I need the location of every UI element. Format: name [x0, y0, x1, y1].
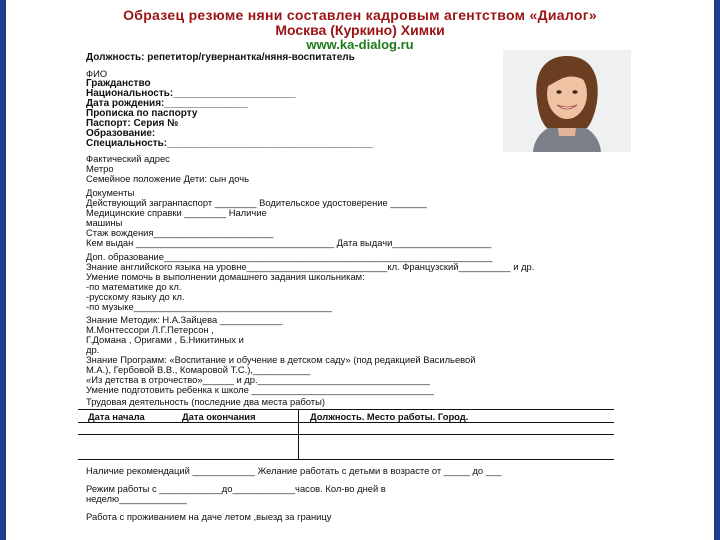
resume-page — [6, 0, 714, 540]
form-line-specialty: Специальность:_____________________________________ — [86, 138, 373, 149]
form-line-documents: Документы — [86, 187, 135, 198]
form-line-programs: Знание Программ: «Воспитание и обучение в детском саду» (под редакцией Васильевой — [86, 354, 476, 365]
header-title: Образец резюме няни составлен кадровым агентством «Диалог» — [123, 7, 597, 23]
table-divider — [298, 410, 299, 460]
form-line-actual-address: Фактический адрес — [86, 153, 170, 164]
form-line-languages: Знание английского языка на уровне___________________________кл. Французский__________ и др. — [86, 261, 535, 272]
form-line-car: машины — [86, 217, 123, 228]
form-line-methods-3: Г.Домана , Оригами , Б.Никитиных и — [86, 334, 244, 345]
form-line-math: -по математике до кл. — [86, 281, 182, 292]
form-line-birthdate: Дата рождения:_______________ — [86, 98, 248, 109]
candidate-photo — [503, 50, 631, 152]
table-header-position-place: Должность. Место работы. Город. — [310, 411, 469, 422]
form-line-education: Образование: — [86, 128, 156, 139]
form-line-methods-2: М.Монтессори Л.Г.Петерсон , — [86, 324, 214, 335]
form-line-recommendations: Наличие рекомендаций ____________ Желание работать с детьми в возрасте от _____ до ___ — [86, 465, 502, 476]
form-line-medical: Медицинские справки ________ Наличие — [86, 207, 267, 218]
table-header-end-date: Дата окончания — [182, 411, 256, 422]
form-line-russian: -русскому языку до кл. — [86, 291, 185, 302]
form-line-schedule: Режим работы с ____________до____________часов. Кол-во дней в — [86, 483, 386, 494]
header-website-link[interactable]: www.ka-dialog.ru — [306, 37, 414, 52]
form-line-passport: Паспорт: Серия № — [86, 118, 179, 129]
table-header-start-date: Дата начала — [88, 411, 145, 422]
header-location: Москва (Куркино) Химки — [275, 22, 445, 38]
form-line-music: -по музыке______________________________________ — [86, 301, 332, 312]
form-line-passport-license: Действующий загранпаспорт ________ Водительское удостоверение _______ — [86, 197, 427, 208]
form-line-marital-status: Семейное положение Дети: сын дочь — [86, 173, 250, 184]
form-line-work-history: Трудовая деятельность (последние два места работы) — [86, 396, 325, 407]
form-line-live-in: Работа с проживанием на даче летом ,выезд за границу — [86, 511, 332, 522]
form-line-issued-by: Кем выдан ______________________________________ Дата выдачи___________________ — [86, 237, 492, 248]
form-line-additional-education: Доп. образование_______________________________________________________________ — [86, 251, 493, 262]
form-line-programs-3: «Из детства в отрочество»______ и др._________________________________ — [86, 374, 430, 385]
form-line-registration: Прописка по паспорту — [86, 108, 198, 119]
work-history-table — [78, 409, 614, 460]
form-line-methods-4: др. — [86, 344, 100, 355]
form-line-driving-experience: Стаж вождения_______________________ — [86, 227, 274, 238]
woman-portrait-icon — [503, 50, 631, 152]
form-line-position: Должность: репетитор/гувернантка/няня-воспитатель — [86, 52, 355, 63]
form-line-metro: Метро — [86, 163, 114, 174]
form-line-days-per-week: неделю_____________ — [86, 493, 187, 504]
table-row — [78, 459, 614, 460]
table-row — [78, 422, 614, 423]
form-line-methods: Знание Методик: Н.А.Зайцева ____________ — [86, 314, 283, 325]
form-line-citizenship: Гражданство — [86, 78, 151, 89]
form-line-school-prep: Умение подготовить ребенка к школе ___________________________________ — [86, 384, 434, 395]
table-row — [78, 434, 614, 435]
form-line-nationality: Национальность:______________________ — [86, 88, 296, 99]
form-line-fio: ФИО — [86, 68, 108, 79]
form-line-programs-2: М.А.), Гербовой В.В., Комаровой Т.С.),___________ — [86, 364, 311, 375]
form-line-homework-help: Умение помочь в выполнении домашнего задания школьникам: — [86, 271, 365, 282]
